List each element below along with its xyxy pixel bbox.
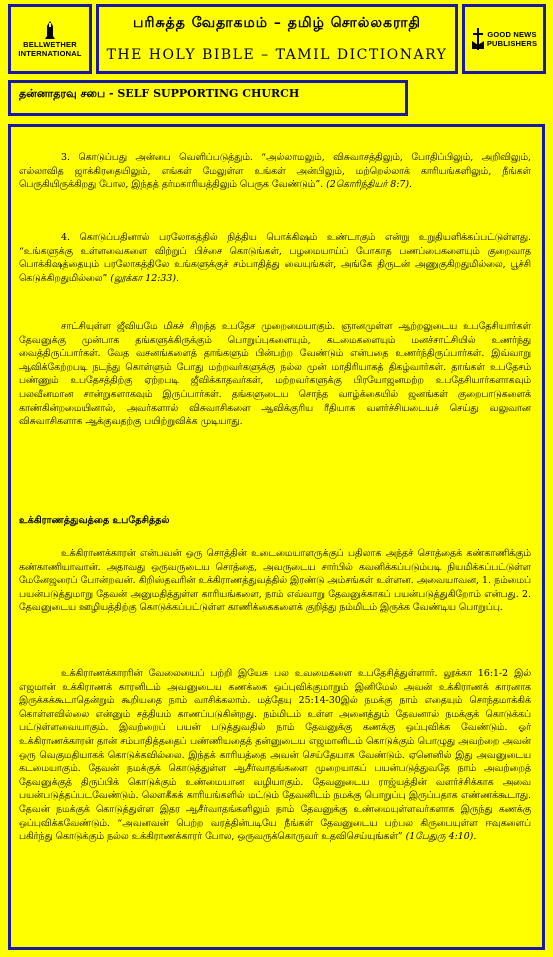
logo-left-line2: INTERNATIONAL [18,49,82,58]
bellwether-logo-icon [43,20,57,40]
title-box [96,4,458,74]
logo-right-line1: GOOD NEWS [487,30,537,39]
title-english: THE HOLY BIBLE – TAMIL DICTIONARY [106,47,448,63]
title-tamil: பரிசுத்த வேதாகமம் – தமிழ் சொல்லகராதி [133,15,421,31]
logo-right-line2: PUBLISHERS [486,39,538,48]
bible-reference: (1பேதுரு 4:10). [405,831,477,843]
logo-right-box [462,4,546,74]
logo-left-box [8,4,92,74]
good-news-logo-icon [471,27,485,51]
subtitle-box [8,80,408,116]
section-heading: உக்கிராணத்துவத்தை உபதேசித்தல் [19,515,170,526]
subtitle: தன்னாதரவு சபை - SELF SUPPORTING CHURCH [19,87,300,100]
paragraph-steward-definition: உக்கிராணக்காரன் என்பவன் ஒரு சொத்தின் உடைமையாளருக்குப் பதிலாக அந்தச் சொத்தைக் கண்காணிக்கும் கண்காணியாவான். அதாவது ஒருவருடைய சொத்தை, அவருடைய சார்பில் கவனிக்கப்படும்படி நியமிக்கப்பட்டுள்ள மேனேஜரைப் போன்றவன். கிறிஸ்தவரின் உக்கிராணத்துவத்தில் இரண்டு அம்சங்கள் உள்ளன. அவையாவன, 1. நம்மைப் பயன்படுத்துமாறு தேவன் அனுமதித்துள்ள காரியங்களை, நாம் எவ்வாறு தேவனுக்காகப் பயன்படுத்துகிறோம் என்பது. 2. தேவனுடைய ஊழியத்திற்கு கொடுக்கப்பட்டுள்ள காணிக்கைகளைக் குறித்து நம்மிடம் இருக்க வேண்டிய பொறுப்பு. [19,548,531,614]
paragraph-steward-parables: உக்கிராணக்காரரின் வேலையைப் பற்றி இயேசு பல உவமைகளை உபதேசித்துள்ளார். லூக்கா 16:1-2 இல் எஜமான் உக்கிராணக் காரனிடம் அவனுடைய கணக்கை ஒப்புவிக்குமாறும் இனிமேல் அவன் உக்கிராணக் காரனாக இருக்கக்கூடாதென்றும் கூறியதை நாம் வாசிக்கலாம். மத்தேயு 25:14-30இல் நமக்கு நாம் எதையும் சொந்தமாக்கிக் கொள்ளவில்லை என்னும் சத்தியம் காணப்படுகின்றது. நம்மிடம் உள்ள அனைத்தும் தேவனால் நமக்குக் கொடுக்கப் பட்டுள்ளவையாகும். இவற்றைப் பயன் படுத்துவதில் நாம் தேவனுக்கு கணக்கு ஒப்புவிக்க வேண்டும். ஓர் உக்கிராணக்காரன் தான் சம்பாதித்ததைப் பண்ணியதைத் தன்னுடைய எஜமானிடம் கொடுக்கும் பொழுது அவற்றை அவன் ஒரு வெகுமதியாகக் கொடுக்கவில்லை. இந்தக் காரியத்தை அவன் செய்தேயாக வேண்டும். ஏனெனில் இது அவனுடைய கடமையாகும். தேவன் நமக்குக் கொடுத்துள்ள ஆசீர்வாதங்களை முறையாகப் பயன்படுத்துவதே நாம் அவற்றைத் தேவனுக்குத் திருப்பிக் கொடுக்கும் உண்மையான வழியாகும். தேவனுடைய ராஜ்யத்தின் வளர்ச்சிக்காக அவை பயன்படுத்தப்படவேண்டும். லௌகீகக் காரியங்களில் மட்டும் தேவனிடம் நமக்கு பொறுப்பு இருப்பதாக எண்ணக்கூடாது. தேவன் நமக்குக் கொடுத்துள்ள இதர ஆசீர்வாதங்களிலும் நாம் தேவனுக்கு உண்மையுள்ளவர்களாக இருந்து கணக்கு ஒப்புவிக்கவேண்டும். “அவனவன் பெற்ற வரத்தின்படியே நீங்கள் தேவனுடைய பற்பல கிருபையுள்ள ஈவுகளைப் பகிர்ந்து கொடுக்கும் நல்ல உக்கிராணக்காரர் போல, ஒருவருக்கொருவர் உதவிசெய்யுங்கள்” (1பேதுரு 4:10). [19,668,531,843]
paragraph-4: 4. கொடுப்பதினால் பரலோகத்தில் நித்திய பொக்கிஷம் உண்டாகும் என்று உறுதியளிக்கப்பட்டுள்ளது. “உங்களுக்கு உள்ளவைகளை விற்றுப் பிச்சை கொடுங்கள், பழமையாய்ப் போகாத பணப்பைகளையும் குறைவாத பொக்கிஷத்தையும் பரலோகத்திலே உங்களுக்குச் சம்பாதித்து வையுங்கள், அங்கே திருடன் அணுகுகிறதுமில்லை, பூச்சி கெடுக்கிறதுமில்லை” (லூக்கா 12:33). [19,232,531,284]
bible-reference: (லூக்கா 12:33). [110,272,179,284]
content-panel [8,124,545,950]
bible-reference: (2கொரிந்தியர் 8:7). [326,179,412,191]
logo-left-line1: BELLWETHER [23,40,77,49]
paragraph-witness: சாட்சியுள்ள ஜீவியமே மிகச் சிறந்த உபதேச முறைமையாகும். ஞானமுள்ள ஆற்றலுடைய உபதேசியார்கள் தேவனுக்கு முன்பாக தங்களுக்கிருக்கும் பொறுப்புகளையும், கடமைகளையும் மனச்சாட்சியில் உணர்ந்து வைத்திருப்பார்கள். வேத வசனங்களைத் தாங்களும் பின்பற்ற வேண்டும் என்பதை உணர்ந்திருப்பார்கள். இவ்வாறு ஆவிக்கேற்றபடி நடந்து கொள்ளும் போது மற்றவர்களுக்கு நல்ல முன் மாதிரியாகத் திகழ்வார்கள். தாங்கள் உபதேசம் பண்ணும் உபதேசத்திற்கு ஏற்றபடி ஜீவிக்காதவர்கள், மற்றவர்களுக்கு பிரயோஜனமற்ற உபதேசியார்களாகவும் பலவீனமான சான்றுகளாகவும் இருப்பார்கள். தங்களுடைய சொந்த வாழ்க்கையில் ஜனங்கள் குறைபாடுகளைக் காண்கின்றமையினால், அவர்களால் விசுவாசிகளை ஆவிக்குரிய ரீதியாக வளர்ச்சியடையச் செய்து வலுவான விசுவாசிகளாக ஆக்குவதற்கு பயிற்றுவிக்க முடியாது. [19,321,531,428]
paragraph-3: 3. கொடுப்பது அன்பை வெளிப்படுத்தும். “அல்லாமலும், விசுவாசத்திலும், போதிப்பிலும், அறிவிலும், எல்லாவித ஜாக்கிரதையிலும், எங்கள் மேலுள்ள உங்கள் அன்பிலும், மற்றெல்லாக் காரியங்களிலும், நீங்கள் பெருகியிருக்கிறது போல, இந்தத் தர்மகாரியத்திலும் பெருக வேண்டும்”. (2கொரிந்தியர் 8:7). [19,152,531,191]
